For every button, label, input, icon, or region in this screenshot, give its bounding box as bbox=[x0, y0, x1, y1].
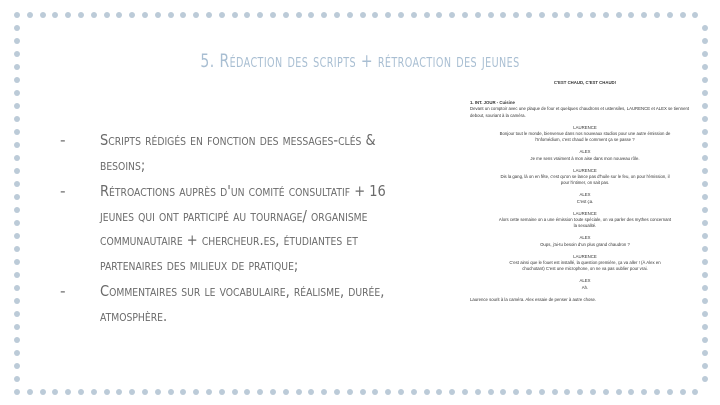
border-dot bbox=[577, 12, 583, 18]
dialogue-text: Je me sens vraiment à mon aise dans mon nouveau rôle. bbox=[530, 155, 640, 161]
border-dot bbox=[14, 285, 20, 291]
border-dot bbox=[129, 389, 135, 395]
scene-action: Devant un comptoir avec une plaque de four et quelques chaudrons et ustensiles, LAURENCE et ALEX se tiennent debout, souriant à la caméra. bbox=[470, 106, 690, 118]
border-dot bbox=[702, 116, 708, 122]
border-dot bbox=[219, 12, 225, 18]
border-dot bbox=[500, 389, 506, 395]
border-dot bbox=[475, 12, 481, 18]
border-dot bbox=[702, 64, 708, 70]
border-dot bbox=[129, 12, 135, 18]
border-dot bbox=[52, 389, 58, 395]
border-dot bbox=[14, 272, 20, 278]
border-dot bbox=[257, 389, 263, 395]
border-dot bbox=[702, 90, 708, 96]
border-dot bbox=[488, 12, 494, 18]
border-dot bbox=[702, 259, 708, 265]
dialogue-speaker: ALEX bbox=[579, 149, 591, 155]
dialogue-speaker: ALEX bbox=[579, 235, 591, 241]
border-dot bbox=[475, 389, 481, 395]
border-dot bbox=[702, 181, 708, 187]
border-dot bbox=[385, 389, 391, 395]
border-dot bbox=[14, 51, 20, 57]
border-dot bbox=[14, 298, 20, 304]
border-dot bbox=[552, 12, 558, 18]
border-dot bbox=[628, 389, 634, 395]
border-dot bbox=[590, 389, 596, 395]
border-dot bbox=[411, 12, 417, 18]
border-dot bbox=[14, 25, 20, 31]
border-dot bbox=[334, 389, 340, 395]
border-dot bbox=[449, 12, 455, 18]
border-dot bbox=[411, 389, 417, 395]
dialogue-speaker: LAURENCE bbox=[573, 210, 597, 216]
border-dot bbox=[14, 363, 20, 369]
border-dot bbox=[14, 259, 20, 265]
border-dot bbox=[680, 12, 686, 18]
border-dot bbox=[283, 12, 289, 18]
scene-heading: 1. INT. JOUR - Cuisine bbox=[470, 100, 515, 106]
border-dot bbox=[14, 38, 20, 44]
border-dot bbox=[116, 12, 122, 18]
border-dot bbox=[27, 389, 33, 395]
border-dot bbox=[539, 12, 545, 18]
closing-action: Laurence sourit à la caméra. Alex essaie de penser à autre chose. bbox=[470, 296, 597, 302]
border-dot bbox=[283, 389, 289, 395]
border-dot bbox=[702, 272, 708, 278]
bullet-marker: - bbox=[60, 282, 66, 300]
border-dot bbox=[702, 155, 708, 161]
border-dot bbox=[40, 389, 46, 395]
border-dot bbox=[526, 389, 532, 395]
bullet-marker: - bbox=[60, 131, 66, 149]
border-dot bbox=[702, 298, 708, 304]
border-dot bbox=[702, 350, 708, 356]
border-dot bbox=[14, 64, 20, 70]
border-dot bbox=[654, 12, 660, 18]
border-dot bbox=[14, 350, 20, 356]
border-dot bbox=[654, 389, 660, 395]
border-dot bbox=[513, 389, 519, 395]
border-dot bbox=[91, 12, 97, 18]
border-dot bbox=[488, 389, 494, 395]
border-dot bbox=[14, 155, 20, 161]
border-dot bbox=[14, 389, 20, 395]
border-dot bbox=[308, 12, 314, 18]
border-dot bbox=[14, 129, 20, 135]
border-dot bbox=[14, 116, 20, 122]
border-dot bbox=[539, 389, 545, 395]
border-dot bbox=[14, 103, 20, 109]
border-dot bbox=[577, 389, 583, 395]
border-dot bbox=[616, 12, 622, 18]
border-dot bbox=[321, 389, 327, 395]
border-dot bbox=[667, 389, 673, 395]
slide-title: 5. Rédaction des scripts + rétroaction des jeunes bbox=[200, 50, 520, 72]
border-dot bbox=[334, 12, 340, 18]
bullet-text: Commentaires sur le vocabulaire, réalisme, durée, atmosphère. bbox=[100, 282, 385, 325]
border-dot bbox=[526, 12, 532, 18]
border-dot bbox=[270, 389, 276, 395]
border-dot bbox=[702, 220, 708, 226]
dialogue-list bbox=[470, 125, 700, 291]
border-dot bbox=[564, 12, 570, 18]
border-dot bbox=[702, 103, 708, 109]
border-dot bbox=[308, 389, 314, 395]
border-dot bbox=[436, 389, 442, 395]
border-dot bbox=[206, 389, 212, 395]
border-dot bbox=[142, 389, 148, 395]
dialogue-speaker: LAURENCE bbox=[573, 253, 597, 259]
border-dot bbox=[14, 194, 20, 200]
bullet-item bbox=[60, 128, 420, 177]
border-dot bbox=[702, 363, 708, 369]
border-dot bbox=[14, 181, 20, 187]
script-document-image bbox=[470, 80, 700, 365]
border-dot bbox=[65, 12, 71, 18]
dialogue-text: Alors cette semaine on a une émission toute spéciale, on va parler des mythes concernant la sexualité. bbox=[498, 217, 672, 229]
border-dot bbox=[692, 12, 698, 18]
border-dot bbox=[14, 337, 20, 343]
border-dot bbox=[14, 324, 20, 330]
border-dot bbox=[702, 337, 708, 343]
border-dot bbox=[616, 389, 622, 395]
border-dot bbox=[702, 38, 708, 44]
border-dot bbox=[603, 12, 609, 18]
border-dot bbox=[270, 12, 276, 18]
border-dot bbox=[692, 389, 698, 395]
border-dot bbox=[702, 324, 708, 330]
border-dot bbox=[321, 12, 327, 18]
border-dot bbox=[680, 389, 686, 395]
border-dot bbox=[180, 389, 186, 395]
border-dot bbox=[702, 77, 708, 83]
border-dot bbox=[104, 389, 110, 395]
border-dot bbox=[206, 12, 212, 18]
dialogue-text: Dis la gang, là on en fête, c'est qu'on se lance pas d'huile sur le feu, on pour l'émission, il pour l'intimer, on sait pas. bbox=[500, 174, 670, 186]
border-dot bbox=[14, 12, 20, 18]
border-dot bbox=[398, 389, 404, 395]
border-dot bbox=[40, 12, 46, 18]
border-dot bbox=[116, 389, 122, 395]
border-dot bbox=[702, 194, 708, 200]
border-dot bbox=[14, 142, 20, 148]
border-dot bbox=[552, 389, 558, 395]
border-dot bbox=[14, 90, 20, 96]
border-dot bbox=[667, 12, 673, 18]
border-dot bbox=[14, 233, 20, 239]
border-dot bbox=[702, 246, 708, 252]
border-dot bbox=[180, 12, 186, 18]
border-dot bbox=[52, 12, 58, 18]
border-dot bbox=[500, 12, 506, 18]
border-dot bbox=[244, 389, 250, 395]
border-dot bbox=[372, 389, 378, 395]
border-dot bbox=[628, 12, 634, 18]
bullet-item bbox=[60, 179, 420, 277]
border-dot bbox=[462, 12, 468, 18]
border-dot bbox=[14, 376, 20, 382]
border-dot bbox=[244, 12, 250, 18]
border-dot bbox=[372, 12, 378, 18]
border-dot bbox=[104, 12, 110, 18]
border-dot bbox=[449, 389, 455, 395]
border-dot bbox=[424, 389, 430, 395]
border-dot bbox=[14, 220, 20, 226]
border-dot bbox=[702, 142, 708, 148]
border-dot bbox=[702, 311, 708, 317]
border-dot bbox=[360, 389, 366, 395]
border-dot bbox=[603, 389, 609, 395]
border-dot bbox=[702, 25, 708, 31]
border-dot bbox=[193, 12, 199, 18]
bullet-item bbox=[60, 279, 420, 328]
border-dot bbox=[436, 12, 442, 18]
bullet-marker: - bbox=[60, 182, 66, 200]
border-dot bbox=[462, 389, 468, 395]
border-dot bbox=[702, 233, 708, 239]
border-dot bbox=[14, 207, 20, 213]
bullet-text: Scripts rédigés en fonction des messages-clés & besoins; bbox=[100, 131, 376, 174]
border-dot bbox=[347, 12, 353, 18]
border-dot bbox=[91, 389, 97, 395]
border-dot bbox=[702, 285, 708, 291]
border-dot bbox=[78, 389, 84, 395]
border-dot bbox=[590, 12, 596, 18]
border-dot bbox=[641, 12, 647, 18]
border-dot bbox=[424, 12, 430, 18]
border-dot bbox=[155, 12, 161, 18]
border-dot bbox=[168, 12, 174, 18]
border-dot bbox=[702, 51, 708, 57]
border-dot bbox=[702, 376, 708, 382]
script-heading: C'EST CHAUD, C'EST CHAUD! bbox=[553, 80, 617, 85]
border-dot bbox=[155, 389, 161, 395]
border-dot bbox=[385, 12, 391, 18]
border-dot bbox=[142, 12, 148, 18]
border-dot bbox=[232, 12, 238, 18]
border-dot bbox=[257, 12, 263, 18]
dialogue-text: Ah. bbox=[581, 284, 589, 290]
border-dot bbox=[193, 389, 199, 395]
border-dot bbox=[78, 12, 84, 18]
border-dot bbox=[347, 389, 353, 395]
border-dot bbox=[14, 246, 20, 252]
border-dot bbox=[14, 77, 20, 83]
bullet-list bbox=[60, 128, 420, 330]
border-dot bbox=[219, 389, 225, 395]
border-dot bbox=[27, 12, 33, 18]
dialogue-text: C'est ça. bbox=[576, 198, 594, 204]
dialogue-speaker: ALEX bbox=[579, 192, 591, 198]
border-dot bbox=[14, 311, 20, 317]
border-dot bbox=[641, 389, 647, 395]
dialogue-text: Oups, j'ai-tu besoin d'un plus grand chaudron ? bbox=[540, 241, 630, 247]
border-dot bbox=[296, 12, 302, 18]
border-dot bbox=[360, 12, 366, 18]
dialogue-text: Bonjour tout le monde, bienvenue dans nos nouveaux studios pour une autre émission de l'Infomédium, c'est chaud le comment ça se passe ? bbox=[499, 131, 671, 143]
border-dot bbox=[14, 168, 20, 174]
dialogue-speaker: LAURENCE bbox=[573, 124, 597, 130]
dialogue-text: C'est ainsi que le fouet est installé, la question première, ça va aller ! (À Alex en chuchotant) C'est une microphone, on ne va pas oublier pour vrai. bbox=[509, 260, 661, 272]
dialogue-speaker: LAURENCE bbox=[573, 167, 597, 173]
border-dot bbox=[702, 168, 708, 174]
border-dot bbox=[702, 207, 708, 213]
border-dot bbox=[65, 389, 71, 395]
border-dot bbox=[513, 12, 519, 18]
border-dot bbox=[296, 389, 302, 395]
border-dot bbox=[232, 389, 238, 395]
border-dot bbox=[564, 389, 570, 395]
dialogue-speaker: ALEX bbox=[579, 278, 591, 284]
border-dot bbox=[398, 12, 404, 18]
border-dot bbox=[702, 129, 708, 135]
bullet-text: Rétroactions auprès d'un comité consultatif + 16 jeunes qui ont participé au tournage/ organisme communautaire + chercheur.es, étudiantes et partenaires des milieux de pratique; bbox=[100, 182, 386, 274]
border-dot bbox=[168, 389, 174, 395]
